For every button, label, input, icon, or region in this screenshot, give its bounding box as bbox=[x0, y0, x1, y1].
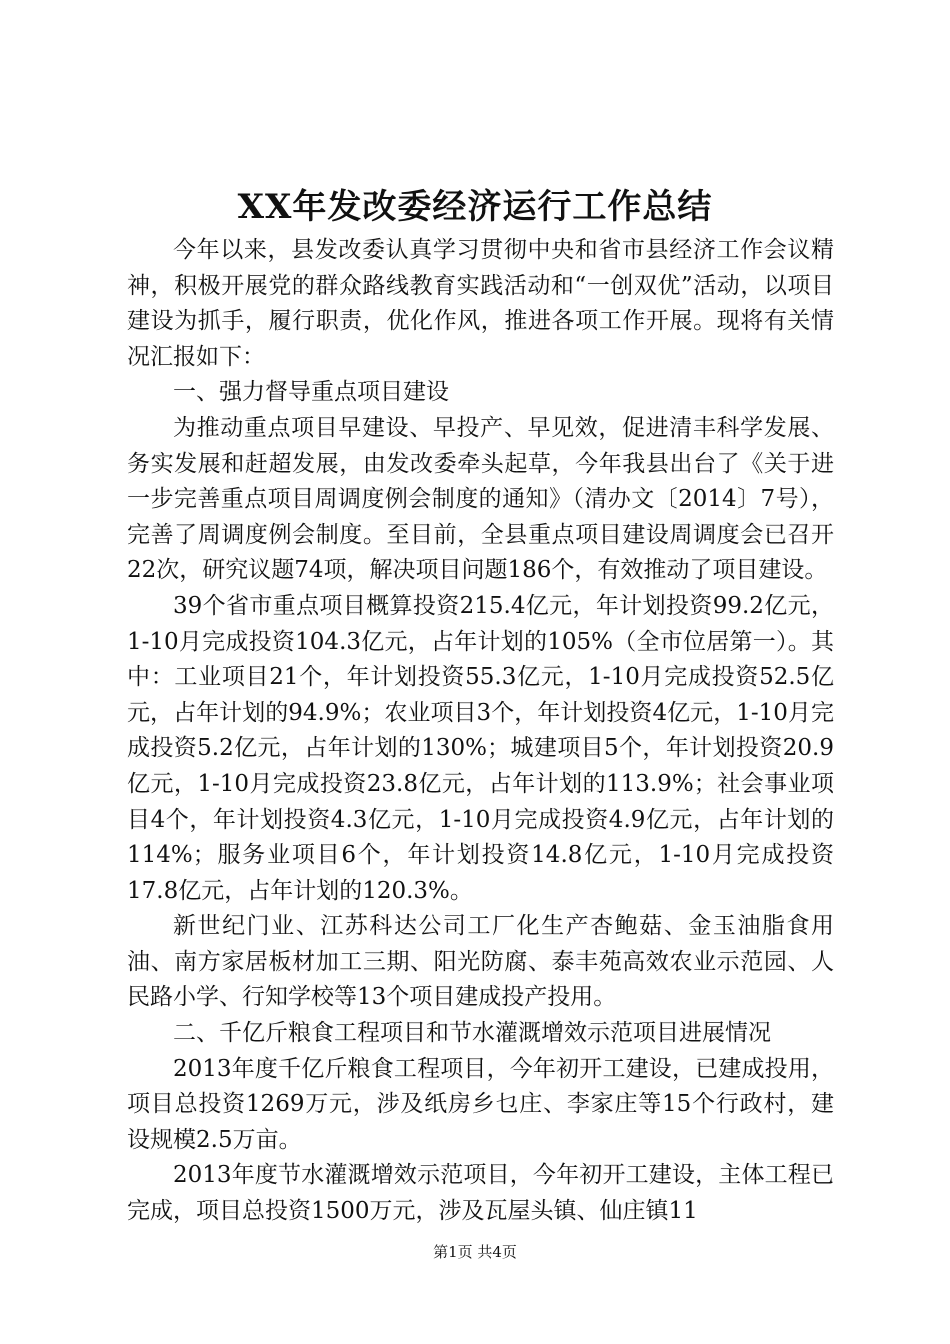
paragraph: 为推动重点项目早建设、早投产、早见效，促进清丰科学发展、务实发展和赶超发展，由发改委牵头起草，今年我县出台了《关于进一步完善重点项目周调度例会制度的通知》（清办文〔2014〕7号），完善了周调度例会制度。至目前，全县重点项目建设周调度会已召开22次，研究议题74项，解决项目问题186个，有效推动了项目建设。 bbox=[127, 414, 834, 584]
page-footer: 第1页 共4页 bbox=[433, 1243, 517, 1261]
paragraph-intro: 今年以来，县发改委认真学习贯彻中央和省市县经济工作会议精神，积极开展党的群众路线教育实践活动和“一创双优”活动，以项目建设为抓手，履行职责，优化作风，推进各项工作开展。现将有关情况汇报如下： bbox=[127, 237, 834, 370]
document-title: XX年发改委经济运行工作总结 bbox=[237, 187, 713, 227]
paragraph: 2013年度节水灌溉增效示范项目，今年初开工建设，主体工程已完成，项目总投资1500万元，涉及瓦屋头镇、仙庄镇11 bbox=[127, 1162, 834, 1225]
paragraph: 新世纪门业、江苏科达公司工厂化生产杏鲍菇、金玉油脂食用油、南方家居板材加工三期、阳光防腐、泰丰苑高效农业示范园、人民路小学、行知学校等13个项目建成投产投用。 bbox=[127, 913, 834, 1011]
paragraph: 2013年度千亿斤粮食工程项目，今年初开工建设，已建成投用，项目总投资1269万元，涉及纸房乡乜庄、李家庄等15个行政村，建设规模2.5万亩。 bbox=[127, 1055, 834, 1153]
paragraph: 39个省市重点项目概算投资215.4亿元，年计划投资99.2亿元，1-10月完成投资104.3亿元，占年计划的105%（全市位居第一）。其中：工业项目21个，年计划投资55.3亿元，1-10月完成投资52.5亿元，占年计划的94.9%；农业项目3个，年计划投资4亿元，1-10月完成投资5.2亿元，占年计划的130%；城建项目5个，年计划投资20.9亿元，1-10月完成投资23.8亿元，占年计划的113.9%；社会事业项目4个，年计划投资4.3亿元，1-10月完成投资4.9亿元，占年计划的114%；服务业项目6个，年计划投资14.8亿元，1-10月完成投资17.8亿元，占年计划的120.3%。 bbox=[127, 592, 834, 904]
section-heading-2: 二、千亿斤粮食工程项目和节水灌溉增效示范项目进展情况 bbox=[173, 1020, 771, 1047]
document-body bbox=[127, 233, 834, 1230]
section-heading-1: 一、强力督导重点项目建设 bbox=[173, 379, 449, 406]
